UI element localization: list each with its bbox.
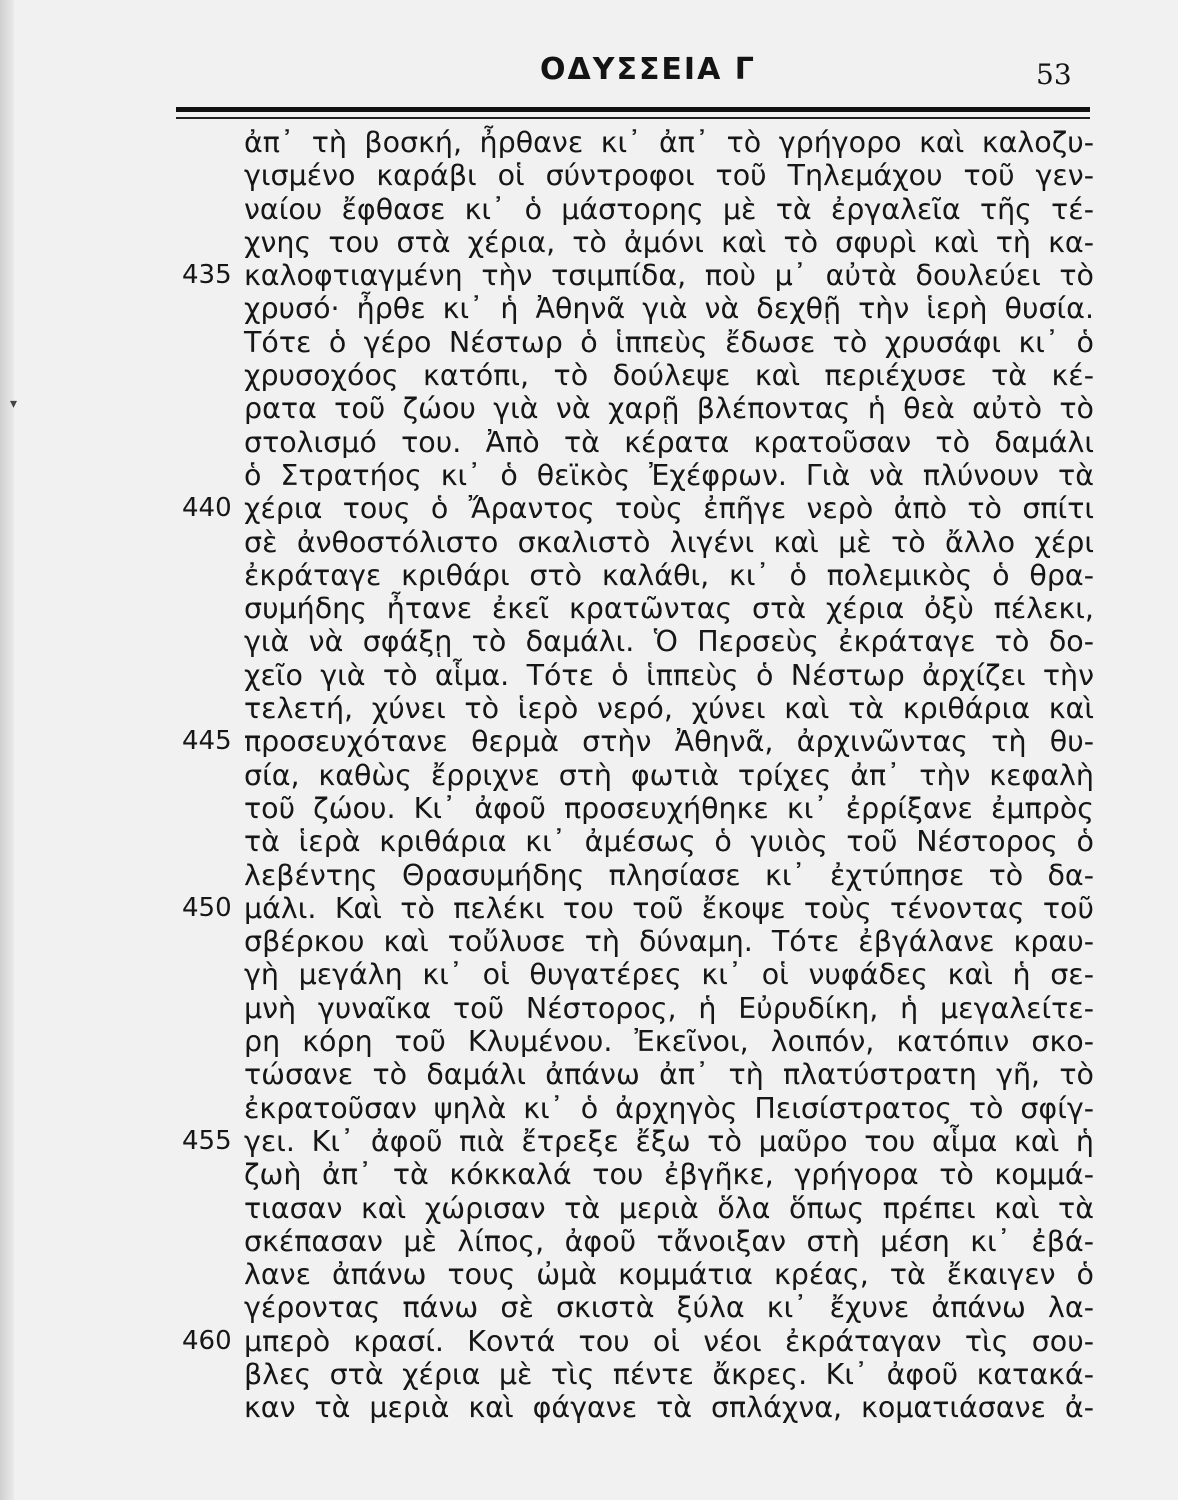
line-text: χρυσό· ἦρθε κι᾽ ἡ Ἀθηνᾶ γιὰ νὰ δεχθῇ τὴν ἱερὴ θυσία. [244,292,1094,326]
text-line [244,392,1094,425]
line-text: ρη κόρη τοῦ Κλυμένου. Ἐκεῖνοι, λοιπόν, κατόπιν σκο- [244,1025,1094,1059]
body-text [182,126,1094,1425]
text-line [182,725,1094,759]
line-text: χεῖο γιὰ τὸ αἷμα. Τότε ὁ ἱππεὺς ὁ Νέστωρ ἀρχίζει τὴν [244,658,1094,692]
text-line [244,859,1094,892]
text-line [244,925,1094,958]
verse-line-number: 455 [182,1125,232,1156]
line-text: χνης του στὰ χέρια, τὸ ἀμόνι καὶ τὸ σφυρὶ καὶ τὴ κα- [244,225,1094,259]
line-text: γιὰ νὰ σφάξῃ τὸ δαμάλι. Ὁ Περσεὺς ἐκράταγε τὸ δο- [244,625,1094,659]
line-text: ἐκρατοῦσαν ψηλὰ κι᾽ ὁ ἀρχηγὸς Πεισίστρατος τὸ σφίγ- [244,1091,1094,1125]
text-line [182,259,1094,293]
line-text: τὰ ἱερὰ κριθάρια κι᾽ ἀμέσως ὁ γυιὸς τοῦ Νέστορος ὁ [244,825,1094,859]
line-text: γισμένο καράβι οἱ σύντροφοι τοῦ Τηλεμάχου τοῦ γεν- [244,159,1094,193]
text-line [244,1092,1094,1125]
text-line [244,193,1094,226]
text-line [244,326,1094,359]
text-line [244,292,1094,325]
text-line [244,592,1094,625]
line-text: χέρια τους ὁ Ἄραντος τοὺς ἐπῆγε νερὸ ἀπὸ τὸ σπίτι [244,492,1094,526]
line-text: προσευχότανε θερμὰ στὴν Ἀθηνᾶ, ἀρχινῶντας τὴ θυ- [244,725,1094,759]
verse-line-number: 460 [182,1325,232,1356]
line-text: μπερὸ κρασί. Κοντά του οἱ νέοι ἐκράταγαν τὶς σου- [244,1324,1094,1358]
line-text: γὴ μεγάλη κι᾽ οἱ θυγατέρες κι᾽ οἱ νυφάδες καὶ ἡ σε- [244,958,1094,992]
line-text: καν τὰ μεριὰ καὶ φάγανε τὰ σπλάχνα, κοματιάσανε ἀ- [244,1391,1094,1425]
text-line [244,159,1094,192]
text-line [244,958,1094,991]
line-text: γέροντας πάνω σὲ σκιστὰ ξύλα κι᾽ ἔχυνε ἀπάνω λα- [244,1291,1094,1325]
line-text: συμήδης ἦτανε ἐκεῖ κρατῶντας στὰ χέρια ὀξὺ πέλεκι, [244,592,1094,626]
line-text: σία, καθὼς ἔρριχνε στὴ φωτιὰ τρίχες ἀπ᾽ τὴν κεφαλὴ [244,758,1094,792]
text-line [244,426,1094,459]
text-line [244,1358,1094,1391]
text-line [244,126,1094,159]
verse-line-number: 435 [182,260,232,291]
line-text: χρυσοχόος κατόπι, τὸ δούλεψε καὶ περιέχυσε τὰ κέ- [244,359,1094,393]
verse-line-number: 450 [182,892,232,923]
line-text: σκέπασαν μὲ λίπος, ἀφοῦ τἄνοιξαν στὴ μέση κι᾽ ἐβά- [244,1224,1094,1258]
header-rule-thick [176,107,1090,112]
line-text: σὲ ἀνθοστόλιστο σκαλιστὸ λιγένι καὶ μὲ τὸ ἄλλο χέρι [244,525,1094,559]
line-text: βλες στὰ χέρια μὲ τὶς πέντε ἄκρες. Κι᾽ ἀφοῦ κατακά- [244,1357,1094,1391]
text-line [244,759,1094,792]
text-line [244,1058,1094,1091]
line-text: ζωὴ ἀπ᾽ τὰ κόκκαλά του ἐβγῆκε, γρήγορα τὸ κομμά- [244,1158,1094,1192]
text-line [182,492,1094,526]
line-text: τώσανε τὸ δαμάλι ἀπάνω ἀπ᾽ τὴ πλατύστρατη γῆ, τὸ [244,1058,1094,1092]
line-text: μνὴ γυναῖκα τοῦ Νέστορος, ἡ Εὐρυδίκη, ἡ μεγαλείτε- [244,991,1094,1025]
text-line [244,1258,1094,1291]
text-line [244,1192,1094,1225]
line-text: λανε ἀπάνω τους ὠμὰ κομμάτια κρέας, τὰ ἔκαιγεν ὁ [244,1258,1094,1292]
line-text: μάλι. Καὶ τὸ πελέκι του τοῦ ἔκοψε τοὺς τένοντας τοῦ [244,891,1094,925]
page-number: 53 [1036,58,1072,91]
page-binding-edge [0,0,14,1500]
text-line [244,559,1094,592]
line-text: καλοφτιαγμένη τὴν τσιμπίδα, ποὺ μ᾽ αὐτὰ δουλεύει τὸ [244,259,1094,293]
text-line [244,625,1094,658]
text-line [244,1391,1094,1424]
line-text: γει. Κι᾽ ἀφοῦ πιὰ ἔτρεξε ἔξω τὸ μαῦρο του αἷμα καὶ ἡ [244,1124,1094,1158]
line-text: ναίου ἔφθασε κι᾽ ὁ μάστορης μὲ τὰ ἐργαλεῖα τῆς τέ- [244,192,1094,226]
text-line [244,226,1094,259]
text-line [244,1225,1094,1258]
verse-line-number: 445 [182,726,232,757]
text-line [182,1124,1094,1158]
header-rule-thin [176,117,1090,119]
text-line [244,526,1094,559]
line-text: τιασαν καὶ χώρισαν τὰ μεριὰ ὅλα ὅπως πρέπει καὶ τὰ [244,1191,1094,1225]
line-text: τοῦ ζώου. Κι᾽ ἀφοῦ προσευχήθηκε κι᾽ ἐρρίξανε ἐμπρὸς [244,791,1094,825]
line-text: τελετή, χύνει τὸ ἱερὸ νερό, χύνει καὶ τὰ κριθάρια καὶ [244,692,1094,726]
text-line [244,992,1094,1025]
text-line [244,1158,1094,1191]
text-line [244,692,1094,725]
line-text: λεβέντης Θρασυμήδης πλησίασε κι᾽ ἐχτύπησε τὸ δα- [244,858,1094,892]
text-line [182,891,1094,925]
line-text: σβέρκου καὶ τοὔλυσε τὴ δύναμη. Τότε ἐβγάλανε κραυ- [244,925,1094,959]
line-text: Τότε ὁ γέρο Νέστωρ ὁ ἱππεὺς ἔδωσε τὸ χρυσάφι κι᾽ ὁ [244,325,1094,359]
text-line [244,825,1094,858]
text-line [244,459,1094,492]
text-line [244,1025,1094,1058]
text-line [244,359,1094,392]
line-text: ἐκράταγε κριθάρι στὸ καλάθι, κι᾽ ὁ πολεμικὸς ὁ θρα- [244,558,1094,592]
verse-line-number: 440 [182,493,232,524]
text-line [244,659,1094,692]
text-line [244,792,1094,825]
text-line [244,1291,1094,1324]
line-text: ὁ Στρατήος κι᾽ ὁ θεϊκὸς Ἐχέφρων. Γιὰ νὰ πλύνουν τὰ [244,458,1094,492]
line-text: στολισμό του. Ἀπὸ τὰ κέρατα κρατοῦσαν τὸ δαμάλι [244,425,1094,459]
margin-mark: ▾ [10,396,18,412]
running-header-title: ΟΔΥΣΣΕΙΑ Γ [540,52,756,87]
line-text: ἀπ᾽ τὴ βοσκή, ἦρθανε κι᾽ ἀπ᾽ τὸ γρήγορο καὶ καλοζυ- [244,126,1094,159]
line-text: ρατα τοῦ ζώου γιὰ νὰ χαρῇ βλέποντας ἡ θεὰ αὐτὸ τὸ [244,392,1094,426]
text-line [182,1324,1094,1358]
